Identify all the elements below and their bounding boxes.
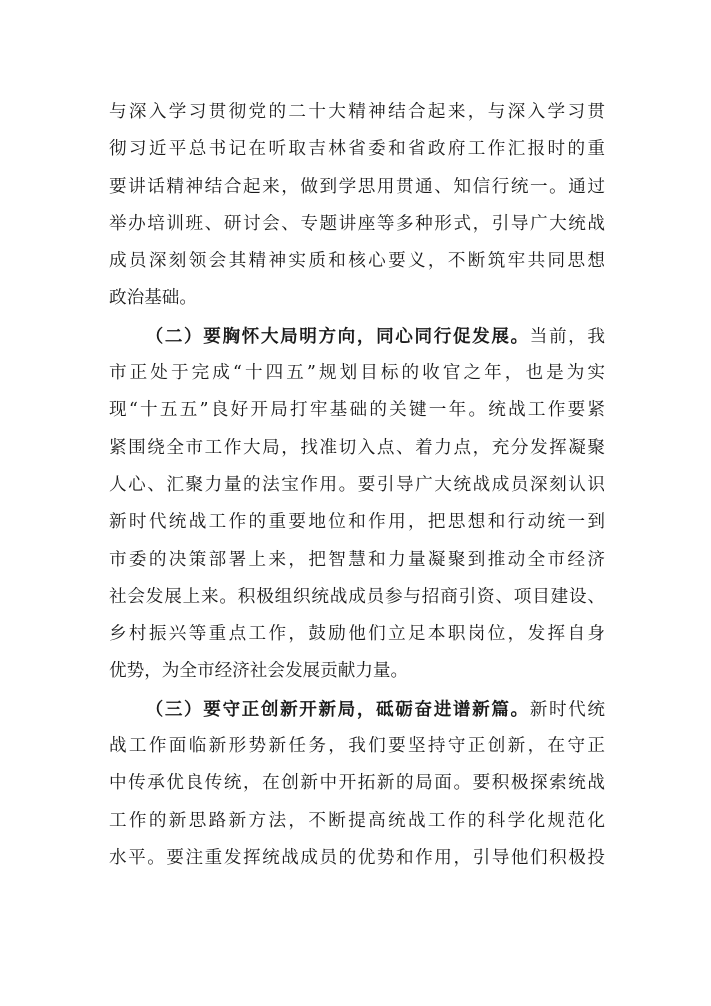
text-line: 彻习近平总书记在听取吉林省委和省政府工作汇报时的重	[109, 139, 605, 160]
text-line: 中传承优良传统，在创新中开拓新的局面。要积极探索统战	[109, 773, 605, 794]
text-line: 战工作面临新形势新任务，我们要坚持守正创新，在守正	[109, 736, 605, 757]
section-2-heading: （二）要胸怀大局明方向，同心同行促发展。	[144, 325, 530, 347]
text-line: 成员深刻领会其精神实质和核心要义，不断筑牢共同思想	[109, 251, 605, 272]
text-line: 社会发展上来。积极组织统战成员参与招商引资、项目建设、	[109, 586, 605, 607]
text-line: 现“十五五”良好开局打牢基础的关键一年。统战工作要紧	[109, 400, 605, 421]
text-line: 水平。要注重发挥统战成员的优势和作用，引导他们积极投	[109, 847, 605, 868]
text-line: 与深入学习贯彻党的二十大精神结合起来，与深入学习贯	[109, 102, 605, 122]
body-text	[109, 94, 605, 877]
text-line: 新时代统战工作的重要地位和作用，把思想和行动统一到	[109, 512, 605, 533]
text-line: 乡村振兴等重点工作，鼓励他们立足本职岗位，发挥自身	[109, 624, 605, 645]
text-line: 工作的新思路新方法，不断提高统战工作的科学化规范化	[109, 810, 605, 831]
section-3-first-line-text: 新时代统	[529, 699, 605, 720]
text-line: 政治基础。	[109, 288, 197, 309]
section-3-first-line	[109, 691, 605, 728]
text-line: 要讲话精神结合起来，做到学思用贯通、知信行统一。通过	[109, 176, 605, 197]
text-line: 市正处于完成“十四五”规划目标的收官之年，也是为实	[109, 363, 605, 384]
text-line: 人心、汇聚力量的法宝作用。要引导广大统战成员深刻认识	[109, 474, 605, 495]
section-2-first-line	[109, 318, 605, 355]
section-3-heading: （三）要守正创新开新局，砥砺奋进谱新篇。	[144, 698, 530, 720]
text-line: 市委的决策部署上来，把智慧和力量凝聚到推动全市经济	[109, 549, 605, 570]
text-line: 紧围绕全市工作大局，找准切入点、着力点，充分发挥凝聚	[109, 437, 605, 458]
text-line: 举办培训班、研讨会、专题讲座等多种形式，引导广大统战	[109, 213, 605, 234]
section-2-first-line-text: 当前，我	[529, 326, 605, 347]
text-line: 优势，为全市经济社会发展贡献力量。	[109, 661, 409, 682]
